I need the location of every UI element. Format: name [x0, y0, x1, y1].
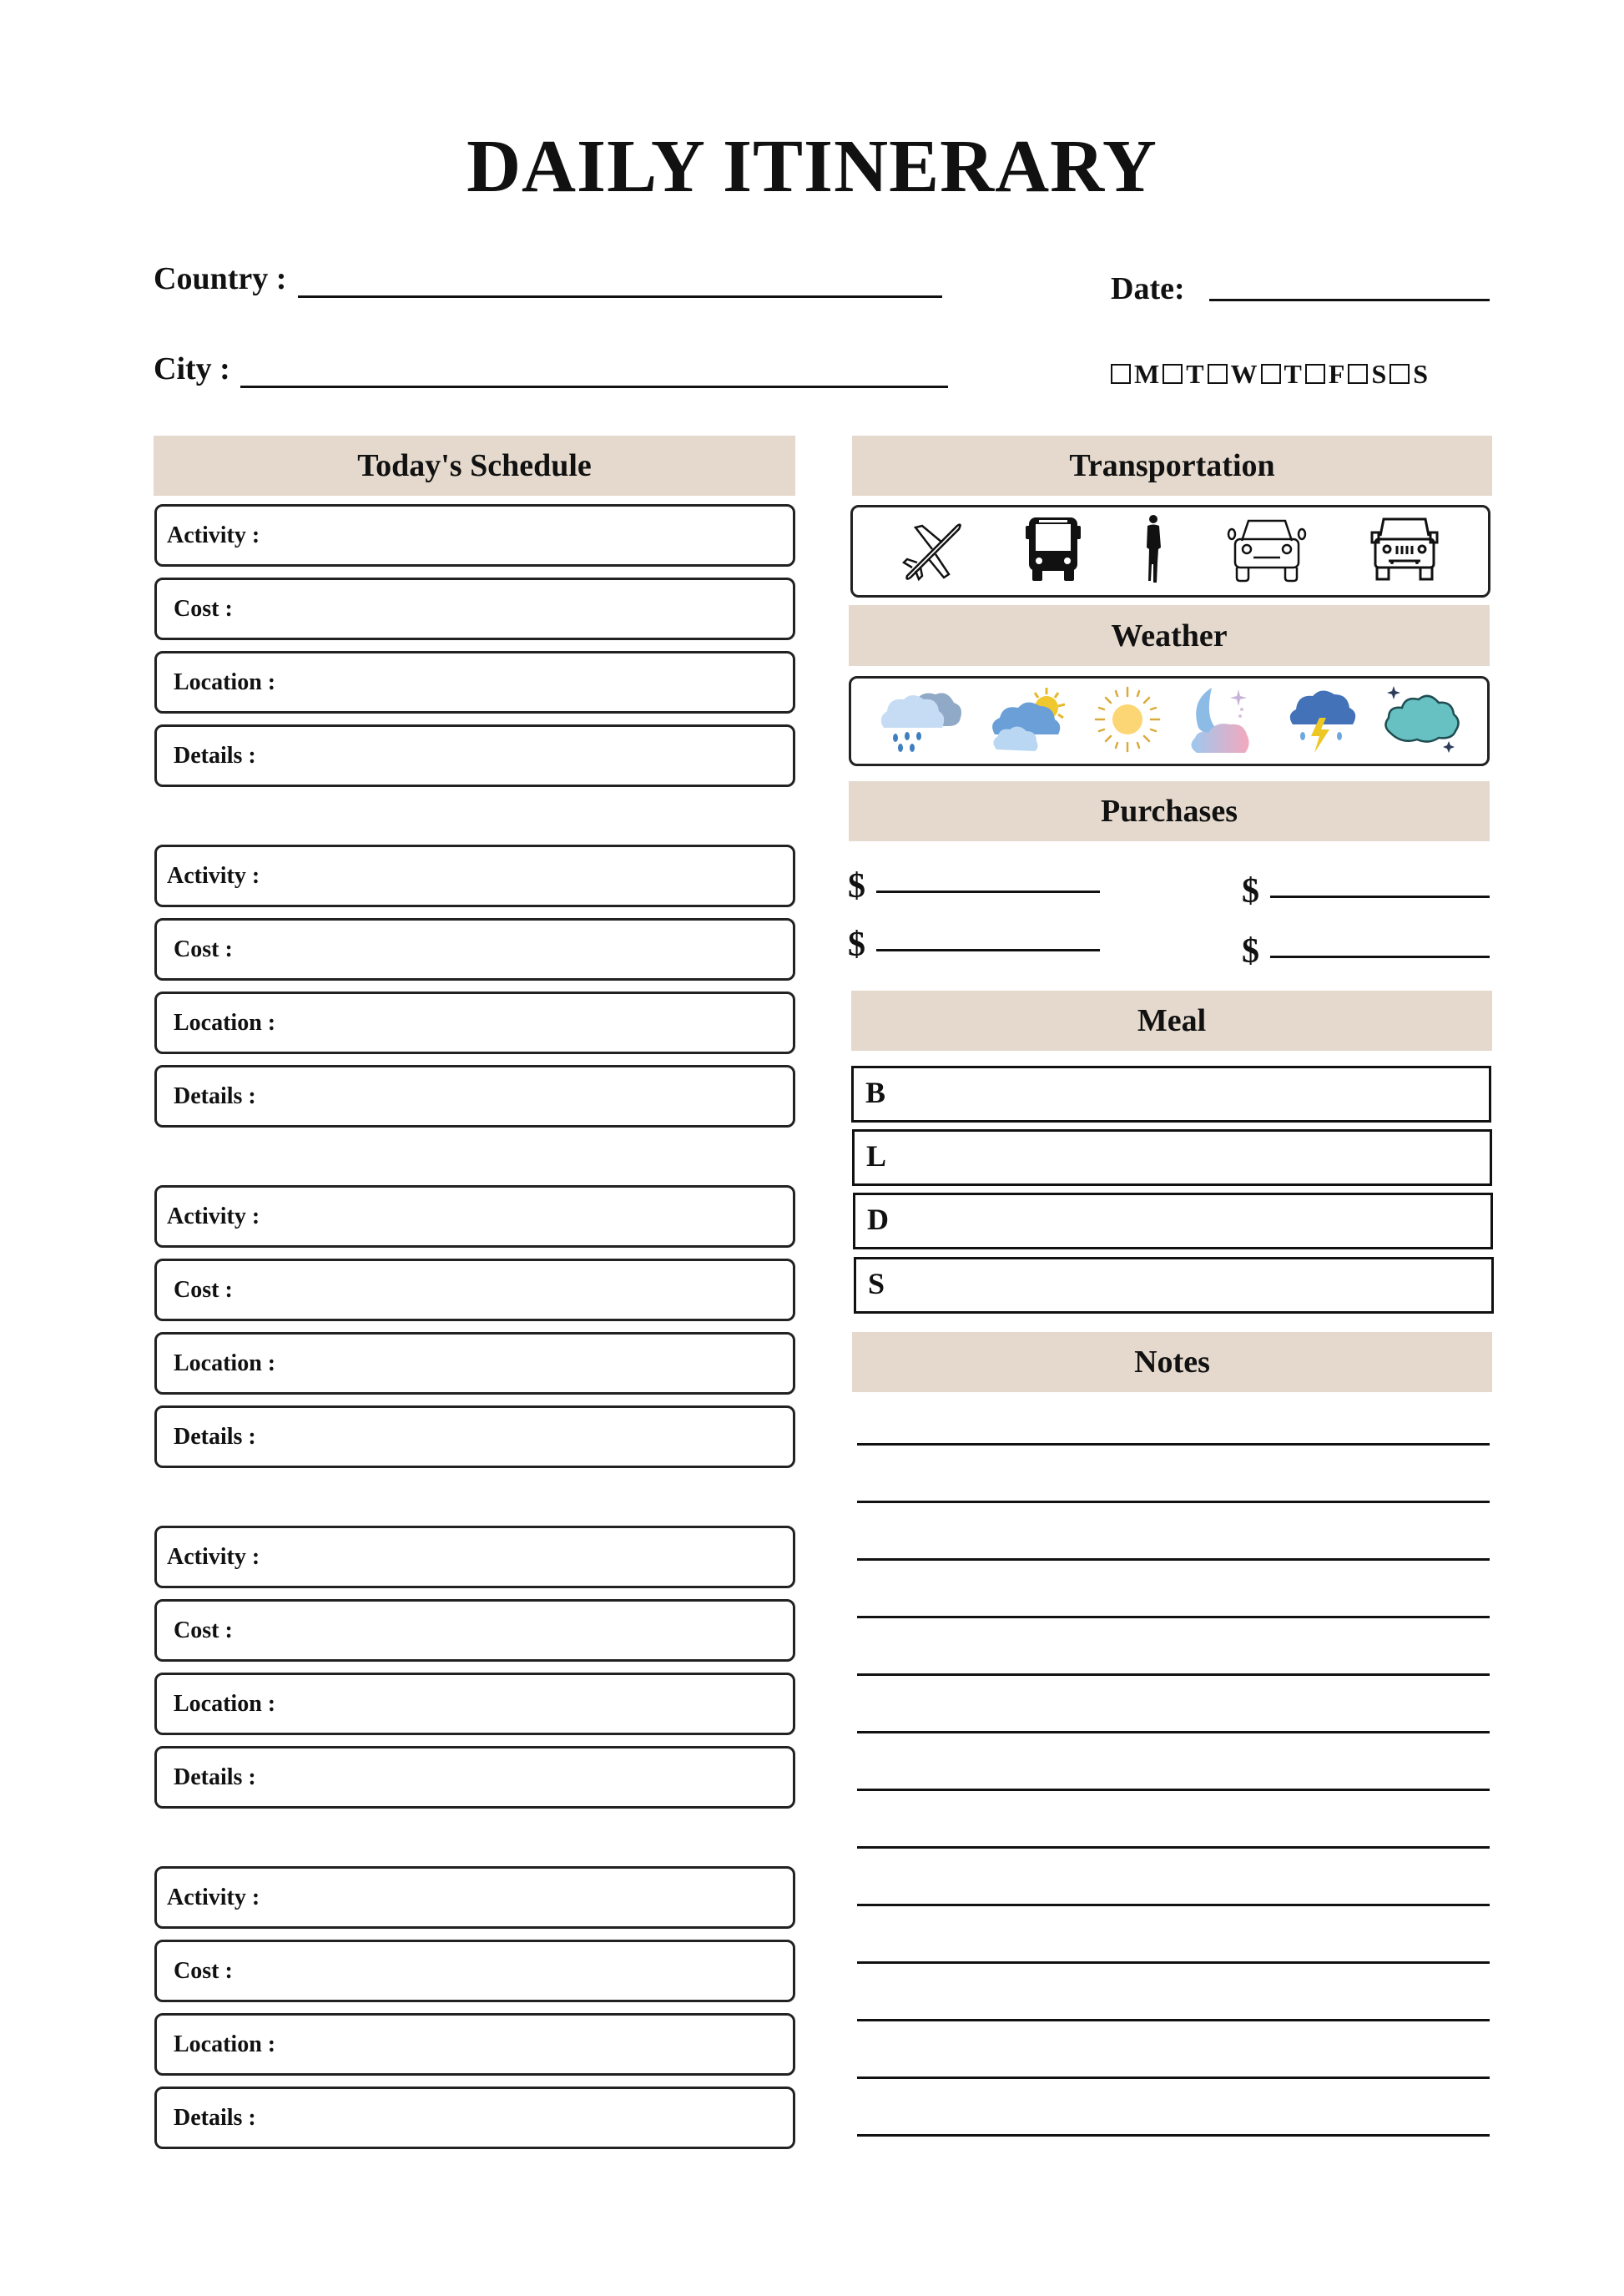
notes-line[interactable]: [857, 1961, 1490, 1964]
notes-line[interactable]: [857, 1501, 1490, 1503]
purchase-amount-line-2[interactable]: [1270, 896, 1490, 898]
date-input-line[interactable]: [1209, 299, 1490, 301]
schedule-details-label: Details :: [174, 1423, 256, 1450]
notes-line[interactable]: [857, 1558, 1490, 1561]
schedule-details-label: Details :: [174, 2104, 256, 2131]
city-input-line[interactable]: [240, 386, 948, 388]
car-icon[interactable]: [1225, 516, 1309, 587]
weather-options: [849, 676, 1490, 766]
day-checkbox-wed[interactable]: [1208, 364, 1228, 384]
notes-line[interactable]: [857, 2019, 1490, 2021]
day-checkbox-mon[interactable]: [1111, 364, 1131, 384]
meal-row-dinner[interactable]: [853, 1193, 1493, 1249]
schedule-details-field[interactable]: [154, 1405, 795, 1468]
schedule-location-label: Location :: [174, 1009, 276, 1036]
schedule-cost-field[interactable]: [154, 1259, 795, 1321]
schedule-details-field[interactable]: [154, 1746, 795, 1809]
notes-title: Notes: [1134, 1345, 1210, 1380]
schedule-activity-label: Activity :: [167, 1203, 260, 1229]
dollar-sign: $: [1242, 872, 1259, 911]
meal-letter: S: [868, 1267, 885, 1300]
schedule-details-label: Details :: [174, 1764, 256, 1790]
sun-icon[interactable]: [1092, 684, 1163, 759]
meal-title: Meal: [1137, 1003, 1207, 1038]
schedule-details-field[interactable]: [154, 2087, 795, 2149]
schedule-cost-label: Cost :: [174, 1617, 233, 1643]
schedule-activity-field[interactable]: [154, 1185, 795, 1248]
schedule-location-field[interactable]: [154, 1332, 795, 1395]
notes-header: [852, 1332, 1492, 1392]
schedule-details-field[interactable]: [154, 724, 795, 787]
day-label: M: [1134, 359, 1160, 389]
schedule-activity-field[interactable]: [154, 504, 795, 567]
city-label: City :: [154, 351, 230, 386]
weather-header: [849, 605, 1490, 666]
meal-letter: L: [866, 1139, 887, 1173]
night-cloud-moon-icon[interactable]: [1187, 684, 1262, 759]
thunderstorm-icon[interactable]: [1286, 684, 1358, 759]
purchases-header: [849, 781, 1490, 841]
day-label: S: [1371, 359, 1387, 389]
schedule-cost-field[interactable]: [154, 1940, 795, 2002]
country-label: Country :: [154, 261, 287, 296]
weekday-selector: [1111, 359, 1428, 389]
schedule-details-field[interactable]: [154, 1065, 795, 1128]
schedule-location-label: Location :: [174, 1690, 276, 1717]
schedule-location-field[interactable]: [154, 651, 795, 714]
meal-letter: D: [867, 1203, 889, 1236]
schedule-activity-label: Activity :: [167, 862, 260, 889]
day-checkbox-sat[interactable]: [1348, 364, 1368, 384]
transportation-title: Transportation: [1069, 448, 1275, 483]
day-checkbox-sun[interactable]: [1389, 364, 1410, 384]
transportation-options: [850, 505, 1490, 598]
page-title: DAILY ITINERARY: [467, 125, 1157, 208]
airplane-icon[interactable]: [899, 516, 966, 587]
transportation-header: [852, 436, 1492, 496]
purchases-title: Purchases: [1101, 794, 1238, 829]
schedule-activity-label: Activity :: [167, 522, 260, 548]
schedule-activity-label: Activity :: [167, 1884, 260, 1910]
schedule-cost-field[interactable]: [154, 1599, 795, 1662]
day-checkbox-thu[interactable]: [1261, 364, 1281, 384]
notes-line[interactable]: [857, 1846, 1490, 1849]
schedule-location-label: Location :: [174, 2031, 276, 2057]
purchase-amount-line-4[interactable]: [1270, 956, 1490, 958]
notes-line[interactable]: [857, 2134, 1490, 2137]
notes-line[interactable]: [857, 1443, 1490, 1446]
day-label: S: [1413, 359, 1429, 389]
dollar-sign: $: [1242, 932, 1259, 971]
schedule-location-field[interactable]: [154, 2013, 795, 2076]
rain-cloud-icon[interactable]: [877, 686, 964, 757]
date-label: Date:: [1111, 271, 1185, 306]
schedule-cost-label: Cost :: [174, 595, 233, 622]
schedule-cost-label: Cost :: [174, 1276, 233, 1303]
jeep-icon[interactable]: [1367, 514, 1442, 588]
schedule-title: Today's Schedule: [357, 448, 592, 483]
day-label: F: [1328, 359, 1345, 389]
weather-title: Weather: [1111, 618, 1228, 653]
purchase-amount-line-3[interactable]: [876, 949, 1100, 951]
day-checkbox-tue[interactable]: [1163, 364, 1183, 384]
schedule-details-label: Details :: [174, 1082, 256, 1109]
notes-line[interactable]: [857, 1616, 1490, 1618]
schedule-location-label: Location :: [174, 1350, 276, 1376]
schedule-details-label: Details :: [174, 742, 256, 769]
schedule-activity-field[interactable]: [154, 1866, 795, 1929]
partly-cloudy-icon[interactable]: [988, 686, 1068, 757]
meal-row-breakfast[interactable]: [851, 1066, 1491, 1123]
day-label: T: [1284, 359, 1302, 389]
purchase-amount-line-1[interactable]: [876, 891, 1100, 893]
schedule-cost-label: Cost :: [174, 936, 233, 962]
notes-line[interactable]: [857, 1673, 1490, 1676]
day-label: W: [1230, 359, 1258, 389]
schedule-activity-label: Activity :: [167, 1543, 260, 1570]
schedule-activity-field[interactable]: [154, 1526, 795, 1588]
notes-line[interactable]: [857, 1731, 1490, 1733]
notes-line[interactable]: [857, 2076, 1490, 2079]
schedule-cost-label: Cost :: [174, 1957, 233, 1984]
meal-letter: B: [865, 1076, 886, 1109]
day-checkbox-fri[interactable]: [1305, 364, 1325, 384]
country-input-line[interactable]: [298, 295, 942, 298]
notes-line[interactable]: [857, 1904, 1490, 1906]
meal-row-snack[interactable]: [854, 1257, 1494, 1314]
cloudy-icon[interactable]: [1382, 684, 1462, 759]
schedule-cost-field[interactable]: [154, 578, 795, 640]
dollar-sign: $: [848, 867, 865, 906]
dollar-sign: $: [848, 926, 865, 964]
schedule-cost-field[interactable]: [154, 918, 795, 981]
schedule-header: [154, 436, 795, 496]
notes-line[interactable]: [857, 1789, 1490, 1791]
schedule-location-label: Location :: [174, 669, 276, 695]
schedule-location-field[interactable]: [154, 992, 795, 1054]
meal-row-lunch[interactable]: [852, 1129, 1492, 1186]
walking-person-icon[interactable]: [1141, 514, 1166, 588]
meal-header: [851, 991, 1492, 1051]
bus-icon[interactable]: [1024, 516, 1082, 587]
schedule-activity-field[interactable]: [154, 845, 795, 907]
schedule-location-field[interactable]: [154, 1673, 795, 1735]
day-label: T: [1186, 359, 1204, 389]
